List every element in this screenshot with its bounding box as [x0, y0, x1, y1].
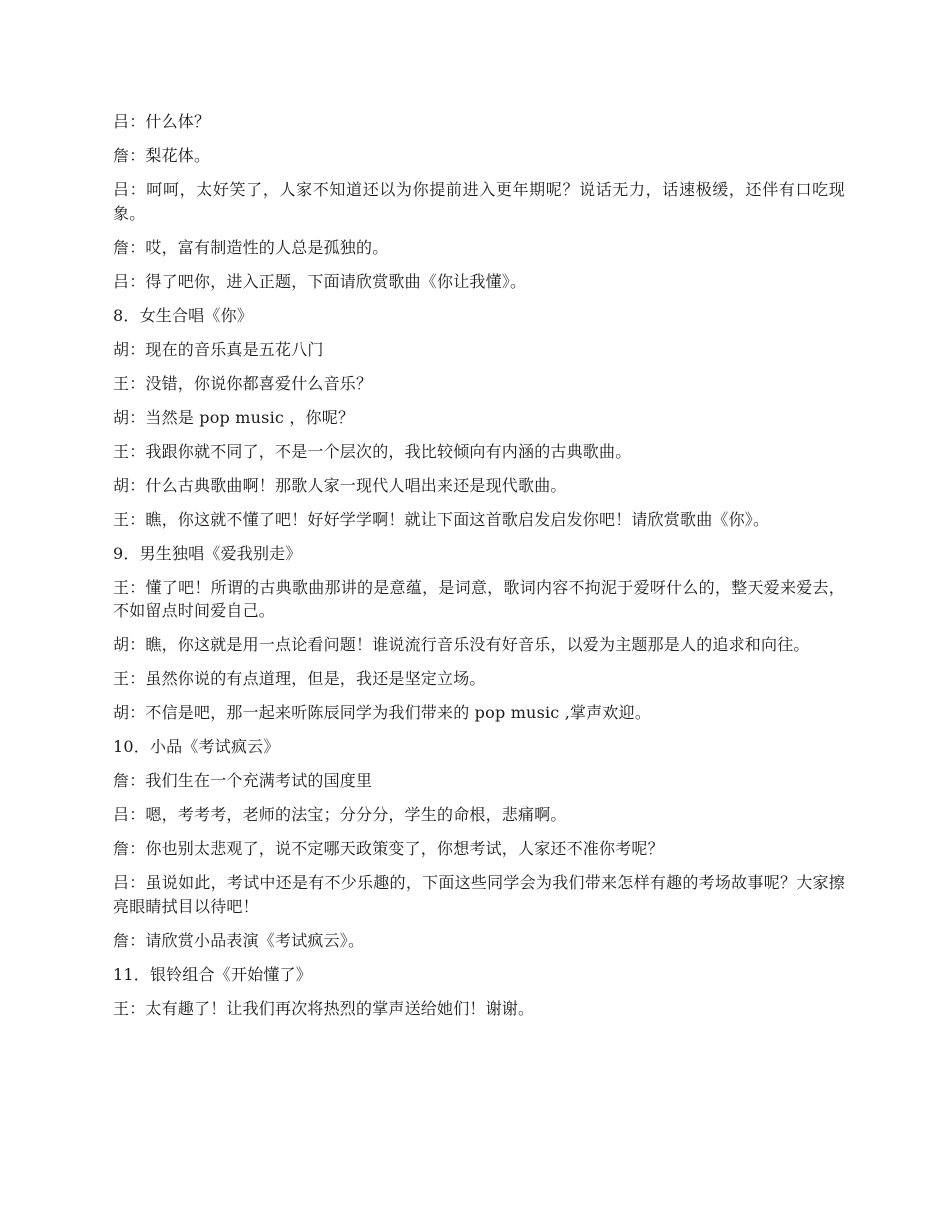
- program-heading: 11．银铃组合《开始懂了》: [113, 964, 312, 984]
- dialogue-line: 王：瞧，你这就不懂了吧！好好学学啊！就让下面这首歌启发启发你吧！请欣赏歌曲《你》。: [113, 509, 770, 529]
- dialogue-line: 詹：哎，富有制造性的人总是孤独的。: [113, 237, 389, 257]
- dialogue-line: 胡：现在的音乐真是五花八门: [113, 339, 324, 359]
- dialogue-line: 詹：我们生在一个充满考试的国度里: [113, 771, 373, 790]
- dialogue-line: 詹：请欣赏小品表演《考试疯云》。: [113, 930, 365, 950]
- dialogue-line: 詹：梨花体。: [113, 146, 211, 165]
- dialogue-line: 胡：不信是吧，那一起来听陈辰同学为我们带来的 pop music ,掌声欢迎。: [113, 703, 652, 722]
- dialogue-line: 王：没错，你说你都喜爱什么音乐？: [113, 373, 373, 393]
- dialogue-line: 吕：呵呵，太好笑了，人家不知道还以为你提前进入更年期呢？说话无力，话速极缓，还伴有口吃现象。: [113, 180, 845, 223]
- dialogue-line: 吕：得了吧你，进入正题，下面请欣赏歌曲《你让我懂》。: [113, 271, 527, 291]
- dialogue-line: 吕：嗯，考考考，老师的法宝；分分分，学生的命根，悲痛啊。: [113, 805, 567, 824]
- dialogue-line: 吕：虽说如此，考试中还是有不少乐趣的，下面这些同学会为我们带来怎样有趣的考场故事呢？大家擦亮眼睛拭目以待吧！: [113, 873, 845, 916]
- dialogue-line: 胡：瞧，你这就是用一点论看问题！谁说流行音乐没有好音乐，以爱为主题那是人的追求和向往。: [113, 635, 810, 654]
- dialogue-line: 王：懂了吧！所谓的古典歌曲那讲的是意蕴，是词意，歌词内容不拘泥于爱呀什么的，整天爱来爱去，不如留点时间爱自己。: [113, 577, 845, 620]
- program-heading: 9．男生独唱《爱我别走》: [113, 543, 302, 563]
- document-page: [113, 110, 845, 1031]
- dialogue-line: 王：我跟你就不同了，不是一个层次的，我比较倾向有内涵的古典歌曲。: [113, 441, 632, 461]
- dialogue-line: 胡：什么古典歌曲啊！那歌人家一现代人唱出来还是现代歌曲。: [113, 475, 567, 495]
- dialogue-line: 吕：什么体？: [113, 112, 211, 131]
- dialogue-line: 胡：当然是 pop music ，你呢？: [113, 407, 355, 427]
- dialogue-line: 詹：你也别太悲观了，说不定哪天政策变了，你想考试，人家还不准你考呢？: [113, 839, 664, 858]
- dialogue-line: 王：太有趣了！让我们再次将热烈的掌声送给她们！谢谢。: [113, 998, 535, 1018]
- program-heading: 8．女生合唱《你》: [113, 305, 253, 325]
- dialogue-line: 王：虽然你说的有点道理，但是，我还是坚定立场。: [113, 669, 486, 688]
- program-heading: 10．小品《考试疯云》: [113, 737, 280, 756]
